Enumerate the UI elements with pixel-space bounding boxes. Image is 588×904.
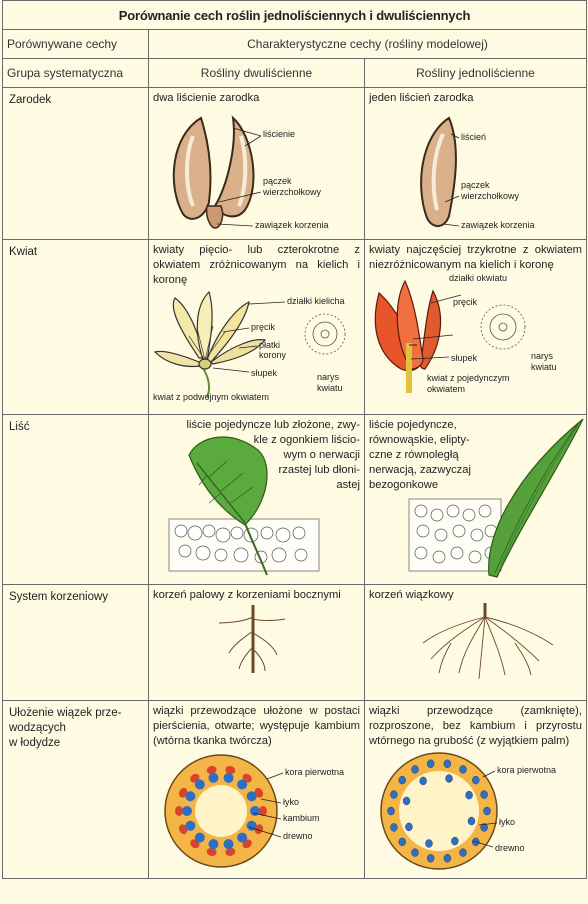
- vascular-bundle: [446, 775, 453, 783]
- monocot-floral-diagram: [481, 305, 525, 349]
- label-cortex: kora pierwotna: [285, 767, 345, 777]
- vascular-bundle: [412, 765, 419, 773]
- vascular-bundle: [175, 806, 192, 816]
- label-tepals: działki okwiatu: [449, 273, 508, 283]
- dicot-flower-text: kwiaty pięcio- lub czterokrotne z okwiatem zróżnicowanym na kielich i koronę: [153, 244, 360, 286]
- monocot-leaf-illustration: [365, 415, 586, 583]
- table-row: [3, 88, 587, 240]
- label-bud-1: pączek: [263, 176, 292, 186]
- label-petals-1: płatki: [259, 340, 281, 350]
- dicot-leaf-line: liście pojedyncze lub złożone, zwy-: [186, 419, 360, 431]
- dicot-header: Rośliny dwuliścienne: [149, 59, 365, 88]
- row-label-flower: Kwiat: [3, 240, 149, 415]
- label-sepals: działki kielicha: [287, 296, 345, 306]
- dicot-floral-diagram: [305, 314, 345, 354]
- label-stamen: pręcik: [453, 297, 478, 307]
- table-row: [3, 415, 587, 585]
- monocot-root-text: korzeń wiązkowy: [369, 589, 454, 601]
- vascular-bundle: [451, 837, 458, 845]
- table-row: [3, 240, 587, 415]
- group-header: Grupa systematyczna: [3, 59, 149, 88]
- dicot-leaf-cell: [149, 415, 365, 585]
- monocot-leaf-line: równowąskie, elipty-: [369, 434, 470, 446]
- label-phloem: łyko: [499, 817, 516, 827]
- row-label-stem: [3, 701, 149, 879]
- table-title: Porównanie cech roślin jednoliściennych i dwuliściennych: [3, 1, 587, 30]
- row-label-leaf: Liść: [3, 415, 149, 585]
- vascular-bundle: [412, 849, 419, 857]
- taproot-drawing: [149, 603, 363, 685]
- dicot-leaf-line: wym o nerwacji: [283, 449, 360, 461]
- monocot-header: Rośliny jednoliścienne: [365, 59, 587, 88]
- monocot-root-illustration: [365, 603, 586, 685]
- monocot-embryo-illustration: [365, 106, 586, 236]
- label-stamen: pręcik: [251, 322, 276, 332]
- monocot-embryo-cell: [365, 88, 587, 240]
- vascular-bundle: [403, 797, 410, 805]
- table-row: [3, 585, 587, 701]
- vascular-bundle: [466, 791, 473, 799]
- row-label-embryo: Zarodek: [3, 88, 149, 240]
- label-pistil: słupek: [251, 368, 278, 378]
- label-diagram-1: narys: [317, 372, 340, 382]
- monocot-root-cell: [365, 585, 587, 701]
- vascular-bundle: [425, 839, 432, 847]
- monocot-leaf-line: bezogonkowe: [369, 479, 439, 491]
- vascular-bundle: [427, 760, 434, 768]
- label-cambium: kambium: [283, 813, 320, 823]
- monocot-stem-illustration: [365, 749, 586, 873]
- dicot-stem-cell: [149, 701, 365, 879]
- dicot-embryo-drawing: [149, 106, 363, 236]
- monocot-leaf-line: czne z równoległą: [369, 449, 459, 461]
- dicot-embryo-cell: [149, 88, 365, 240]
- dicot-leaf-line: kle z ogonkiem liścio-: [253, 434, 360, 446]
- row-label-line: w łodydze: [9, 737, 61, 749]
- comparison-table: [2, 0, 587, 879]
- dicot-flower-illustration: [149, 288, 364, 414]
- dicot-embryo-text: dwa liścienie zarodka: [153, 92, 260, 104]
- monocot-leaf-drawing: [365, 415, 585, 583]
- label-petals-2: korony: [259, 350, 287, 360]
- dicot-embryo-illustration: [149, 106, 364, 236]
- vascular-bundle: [468, 817, 475, 825]
- dicot-leaf-illustration: [149, 415, 364, 583]
- label-diagram-2: kwiatu: [531, 362, 557, 372]
- vascular-bundle: [390, 791, 397, 799]
- label-bud-2: wierzchołkowy: [263, 187, 322, 197]
- label-diagram-1: narys: [531, 351, 554, 361]
- label-phloem: łyko: [283, 797, 300, 807]
- vascular-bundle: [444, 854, 451, 862]
- dicot-flower-cell: [149, 240, 365, 415]
- label-radicle: zawiązek korzenia: [461, 220, 535, 230]
- dicot-root-cell: [149, 585, 365, 701]
- dicot-root-text: korzeń palowy z korzeniami bocznymi: [153, 589, 341, 601]
- label-caption: kwiat z podwójnym okwiatem: [153, 392, 270, 402]
- monocot-embryo-drawing: [365, 106, 585, 236]
- label-bud-1: pączek: [461, 180, 490, 190]
- label-cotyledon: liścień: [461, 132, 487, 142]
- vascular-bundle: [481, 791, 488, 799]
- dicot-leaf-line: astej: [336, 479, 360, 491]
- dicot-stem-illustration: [149, 749, 364, 873]
- label-xylem: drewno: [495, 843, 525, 853]
- phloem-mark: [175, 806, 183, 816]
- vascular-bundle: [484, 807, 491, 815]
- label-xylem: drewno: [283, 831, 313, 841]
- monocot-leaf-line: liście pojedyncze,: [369, 419, 457, 431]
- monocot-stem-text: wiązki przewodzące (zamknięte), rozproszone, bez kambium i przyrostu wtórnego na grubość (z wyjątkiem palm): [369, 705, 582, 747]
- fibrous-root-drawing: [365, 603, 585, 685]
- label-cortex: kora pierwotna: [497, 765, 557, 775]
- xylem-mark: [182, 806, 192, 816]
- row-label-line: Ułożenie wiązek prze-: [9, 707, 122, 719]
- label-caption-1: kwiat z pojedynczym: [427, 373, 510, 383]
- monocot-embryo-text: jeden liścień zarodka: [369, 92, 474, 104]
- vascular-bundle: [399, 838, 406, 846]
- dicot-leaf-drawing: [149, 415, 363, 583]
- monocot-flower-illustration: [365, 273, 586, 399]
- vascular-bundle: [388, 807, 395, 815]
- vascular-bundle: [460, 849, 467, 857]
- label-diagram-2: kwiatu: [317, 383, 343, 393]
- label-bud-2: wierzchołkowy: [461, 191, 520, 201]
- dicot-leaf-line: rzastej lub dłoni-: [278, 464, 360, 476]
- vascular-bundle: [390, 823, 397, 831]
- monocot-flower-cell: [365, 240, 587, 415]
- label-radicle: zawiązek korzenia: [255, 220, 329, 230]
- vascular-bundle: [460, 765, 467, 773]
- characteristic-header: Charakterystyczne cechy (rośliny modelowej): [149, 30, 587, 59]
- row-label-root: System korzeniowy: [3, 585, 149, 701]
- vascular-bundle: [399, 776, 406, 784]
- label-caption-2: okwiatem: [427, 384, 466, 394]
- monocot-flower-text: kwiaty najczęściej trzykrotne z okwiatem niezróżnicowanym na kielich i koronę: [369, 244, 582, 271]
- vascular-bundle: [472, 776, 479, 784]
- vascular-bundle: [420, 777, 427, 785]
- vascular-bundle: [427, 854, 434, 862]
- monocot-leaf-cell: [365, 415, 587, 585]
- vascular-bundle: [444, 760, 451, 768]
- label-cotyledons: liścienie: [263, 129, 296, 139]
- monocot-stem-cell: [365, 701, 587, 879]
- features-header: Porównywane cechy: [3, 30, 149, 59]
- row-label-line: wodzących: [9, 722, 66, 734]
- label-pistil: słupek: [451, 353, 478, 363]
- table-row: [3, 701, 587, 879]
- vascular-bundle: [405, 823, 412, 831]
- dicot-stem-text: wiązki przewodzące ułożone w postaci pierścienia, otwarte; występuje kambium (wtórna tkanka twórcza): [153, 705, 360, 747]
- dicot-root-illustration: [149, 603, 364, 685]
- monocot-leaf-line: nerwacją, zazwyczaj: [369, 464, 471, 476]
